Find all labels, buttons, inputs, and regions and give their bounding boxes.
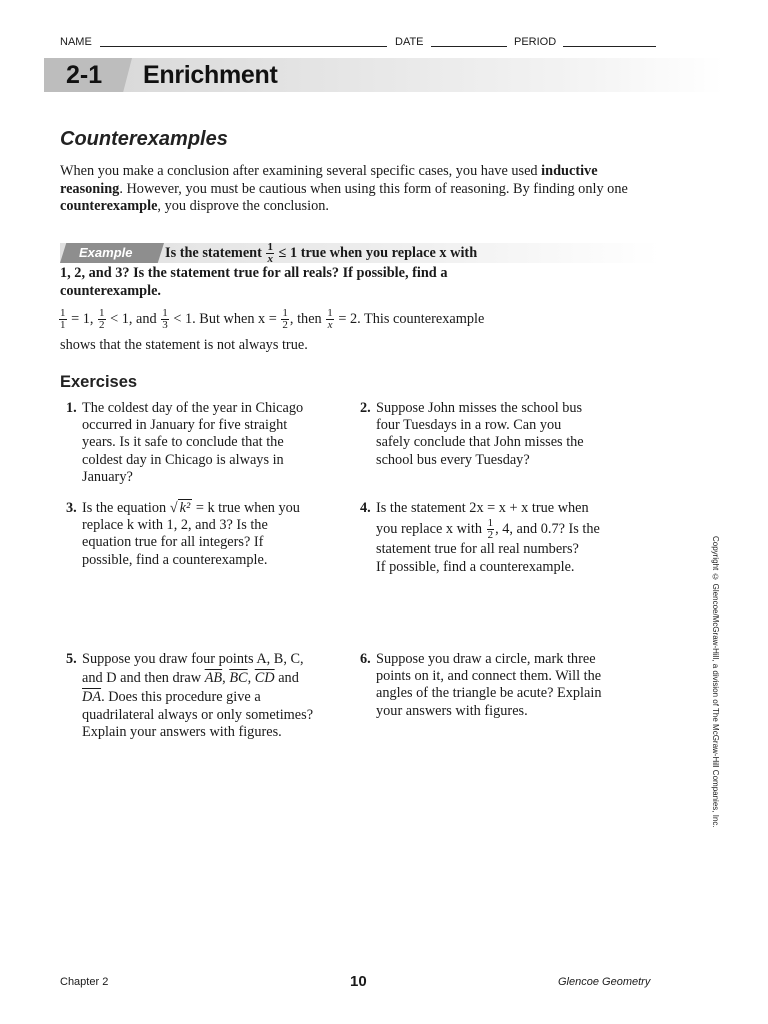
- exercise-number: 4.: [360, 500, 371, 516]
- section-title: Counterexamples: [60, 128, 228, 150]
- exercise-line: Explain your answers with figures.: [82, 723, 282, 740]
- exercise-line: [82, 689, 313, 706]
- exercise-line-text: , 4, and 0.7? Is the: [495, 521, 600, 538]
- exercise-number: 5.: [66, 651, 77, 667]
- exercise-line: Suppose you draw four points A, B, C,: [82, 651, 304, 667]
- exercise-line: safely conclude that John misses the: [376, 434, 584, 451]
- fraction: $\frac{1}{x}$: [327, 307, 333, 331]
- example-question-line1: [165, 242, 477, 265]
- example-solution-line1: [58, 308, 484, 331]
- date-label: DATE: [395, 36, 424, 48]
- fraction: $\frac{1}{2}$: [282, 307, 288, 331]
- exercise-number: 2.: [360, 400, 371, 416]
- exercise-5: [60, 651, 350, 751]
- solution-text: , then: [289, 310, 322, 327]
- exercise-line: angles of the triangle be acute? Explain: [376, 685, 602, 702]
- square-root-radicand: k²: [179, 500, 191, 516]
- segment-cd: $\overline{CD}$: [254, 670, 275, 687]
- exercise-line: occurred in January for five straight: [82, 417, 288, 434]
- exercise-text: [82, 500, 300, 569]
- exercise-6: [354, 651, 654, 731]
- period-label: PERIOD: [514, 36, 557, 48]
- exercise-text: [82, 651, 313, 741]
- copyright-notice: Copyright © Glencoe/McGraw-Hill, a division of The McGraw-Hill Companies, Inc.: [711, 536, 720, 828]
- exercise-line: possible, find a counterexample.: [82, 551, 268, 568]
- exercise-line: Suppose you draw a circle, mark three: [376, 651, 596, 667]
- exercise-line: your answers with figures.: [376, 702, 528, 719]
- exercise-line: Suppose John misses the school bus: [376, 400, 583, 416]
- exercise-text: [376, 651, 601, 720]
- example-tab-label: Example: [79, 245, 133, 260]
- term-inductive-reasoning: inductive reasoning: [60, 163, 598, 197]
- date-field-line[interactable]: [431, 46, 507, 47]
- segment-bc: $\overline{BC}$: [229, 670, 248, 687]
- exercise-number: 1.: [66, 400, 77, 416]
- solution-text: = 1,: [71, 310, 94, 327]
- exercise-1: [60, 400, 350, 490]
- solution-text: < 1, and: [110, 310, 157, 327]
- exercise-line-text: and D and then draw: [82, 670, 202, 687]
- exercise-line: and D and then draw $\overline{AB}$, $\overline{BC}$, $\overline{CD}$ and: [82, 670, 299, 687]
- name-field-line[interactable]: [100, 46, 387, 47]
- segment-ab: $\overline{AB}$: [204, 670, 223, 687]
- example-question-text: Is the statement: [165, 244, 262, 261]
- solution-text: < 1. But when x =: [173, 310, 277, 327]
- exercise-line: points on it, and connect them. Will the: [376, 668, 602, 685]
- name-label: NAME: [60, 36, 92, 48]
- lesson-number: 2-1: [66, 61, 103, 89]
- exercise-number: 3.: [66, 500, 77, 516]
- exercise-text: [376, 400, 584, 469]
- exercise-line: The coldest day of the year in Chicago: [82, 400, 304, 416]
- exercise-line-text: . Does this procedure give a: [101, 689, 261, 706]
- intro-text: When you make a conclusion after examining several specific cases, you have used: [60, 163, 542, 179]
- exercise-line: equation true for all integers? If: [82, 534, 264, 551]
- exercise-line: quadrilateral always or only sometimes?: [82, 706, 314, 723]
- fraction-1-over-x: $\frac{1}{x}$: [267, 241, 273, 265]
- exercise-4: [354, 500, 654, 580]
- fraction: $\frac{1}{1}$: [60, 307, 66, 331]
- page-title: Enrichment: [143, 61, 278, 89]
- exercise-line: If possible, find a counterexample.: [376, 558, 575, 575]
- exercise-line-text: and: [278, 670, 299, 687]
- segment-da: $\overline{DA}$: [82, 689, 102, 706]
- exercise-text: [82, 400, 303, 486]
- exercise-line-text: = k true when you: [195, 500, 300, 516]
- example-solution-line2: shows that the statement is not always true.: [60, 337, 308, 353]
- exercise-line: years. Is it safe to conclude that the: [82, 434, 284, 451]
- exercise-number: 6.: [360, 651, 371, 667]
- footer-chapter: Chapter 2: [60, 976, 109, 988]
- exercises-title: Exercises: [60, 373, 138, 391]
- page-number: 10: [350, 973, 367, 990]
- fraction: $\frac{1}{3}$: [162, 307, 168, 331]
- exercise-line: coldest day in Chicago is always in: [82, 451, 284, 468]
- exercise-line: replace k with 1, 2, and 3? Is the: [82, 517, 268, 534]
- exercise-line: [376, 517, 600, 541]
- example-question-line3: counterexample.: [60, 283, 161, 299]
- fraction-1-over-2: $\frac{1}{2}$: [487, 517, 494, 542]
- intro-paragraph: [60, 163, 660, 216]
- fraction: $\frac{1}{2}$: [99, 307, 105, 331]
- intro-text: . However, you must be cautious when using this form of reasoning. By finding only one: [119, 180, 628, 197]
- exercise-line: statement true for all real numbers?: [376, 541, 579, 558]
- exercise-line: four Tuesdays in a row. Can you: [376, 417, 562, 434]
- exercise-line: Is the statement 2x = x + x true when: [376, 500, 589, 516]
- exercise-3: [60, 500, 350, 580]
- exercise-line: school bus every Tuesday?: [376, 451, 530, 468]
- intro-text: , you disprove the conclusion.: [157, 198, 329, 214]
- example-question-text: ≤ 1 true when you replace x with: [278, 244, 478, 261]
- example-question-line2: 1, 2, and 3? Is the statement true for all reals? If possible, find a: [60, 265, 448, 281]
- period-field-line[interactable]: [563, 46, 656, 47]
- exercise-line-text: Is the equation: [82, 500, 167, 516]
- exercise-text: [376, 500, 600, 576]
- solution-text: = 2. This counterexample: [338, 310, 485, 327]
- exercise-line-text: you replace x with: [376, 521, 482, 538]
- exercise-line: January?: [82, 468, 133, 485]
- footer-book-title: Glencoe Geometry: [558, 976, 651, 988]
- term-counterexample: counterexample: [60, 198, 158, 214]
- exercise-2: [354, 400, 654, 480]
- exercise-line: Is the equation √ k² = k true when you: [82, 500, 300, 516]
